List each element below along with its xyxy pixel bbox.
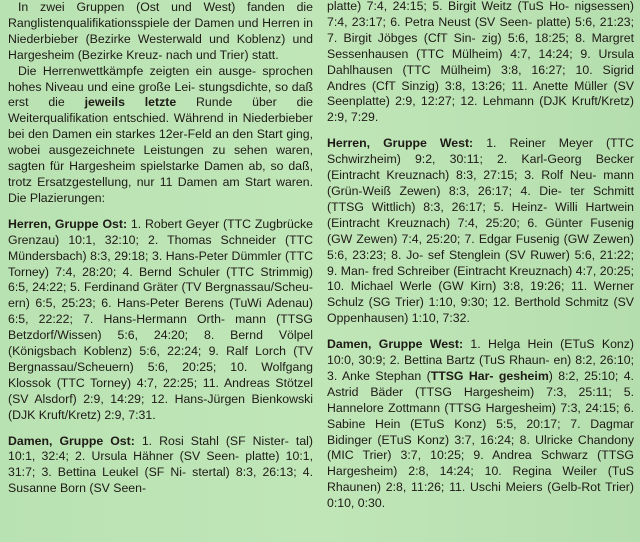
damen-ost-heading: Damen, Gruppe Ost: bbox=[8, 433, 135, 448]
damen-ost-continued: platte) 7:4, 24:15; 5. Birgit Weitz (TuS Ho- nigsessen) 7:4, 23:17; 6. Petra Neust (SV Seen- platte) 5:6, 21:23; 7. Birgit Jöbges (CfT Sin- zig) 5:6, 18:25; 8. Margret Sessenhausen (TTC Mülheim) 4:7, 14:24; 9. Ursula Dahlhausen (TTC Mülheim) 3:8, 16:27; 10. Sigrid Andres (CfT Sinzig) 3:8, 13:26; 11. Anette Müller (SV Seenplatte) 2:9, 12:27; 12. Lehmann (DJK Kruft/Kretz) 2:9, 7:29. bbox=[327, 0, 634, 125]
damen-west-heading: Damen, Gruppe West: bbox=[327, 337, 464, 352]
herren-ost-list: 1. Robert Geyer (TTC Zugbrücke Grenzau) 10:1, 32:10; 2. Thomas Schneider (TTC Mündersbach) 8:3, 29:18; 3. Hans-Peter Dümmler (TTC Torney) 7:4, 28:20; 4. Bernd Schuler (TTC Strimmig) 6:5, 24:22; 5. Ferdinand Gräter (TV Bergnassau/Scheu- ern) 6:5, 25:23; 6. Hans-Peter Berens (TuWi Adenau) 6:5, 22:22; 7. Hans-Hermann Orth- mann (TTSG Betzdorf/Wissen) 5:6, 24:20; 8. Bernd Völpel (Königsbach Koblenz) 5:6, 22:24; 9. Ralf Lorch (TV Bergnassau/Scheuern) 5:6, 20:25; 10. Wolfgang Klossok (TTC Torney) 4:7, 22:25; 11. Andreas Stötzel (SV Alsdorf) 2:9, 14:29; 12. Hans-Jürgen Bienkowski (DJK Kruft/Kretz) 2:9, 7:31. bbox=[8, 216, 313, 422]
report-text-end: Runde über die Weiterqualifikation entschied. Während in Niederbieber bei den Damen ein starkes 12er-Feld an den Start ging, wobei ausgezeichnete Leistungen zu sehen waren, sagten für Hargesheim spielstarke Damen ab, so daß, trotz Ersatzgestellung, nur 11 Damen am Start waren. Die Plazierungen: bbox=[8, 95, 313, 205]
herren-ost-heading: Herren, Gruppe Ost: bbox=[8, 216, 128, 231]
herren-west-heading: Herren, Gruppe West: bbox=[327, 136, 474, 151]
herren-west-list: 1. Reiner Meyer (TTC Schwirzheim) 9:2, 30:11; 2. Karl-Georg Becker (Eintracht Kreuznach) 8:3, 27:15; 3. Rolf Neu- mann (Grün-Weiß Zewen) 8:3, 26:17; 4. Die- ter Schmitt (TTSG Wittlich) 8:3, 26:17; 5. Heinz- Willi Hartwein (Eintracht Kreuznach) 7:4, 25:20; 6. Günter Fusenig (GW Zewen) 7:4, 25:20; 7. Edgar Fusenig (GW Zewen) 5:6, 23:23; 8. Jo- sef Stenglein (SV Ruwer) 5:6, 21:22; 9. Man- fred Schreiber (Eintracht Kreuznach) 4:7, 20:25; 10. Michael Werle (GW Kirn) 3:8, 19:26; 11. Werner Schulz (SG Trier) 1:10, 9:30; 12. Berthold Schmitz (SV Oppenhausen) 1:10, 7:32. bbox=[327, 136, 634, 326]
left-column bbox=[8, 0, 313, 542]
damen-west-bold-club: TTSG Har- gesheim bbox=[430, 368, 549, 383]
damen-ost-list: 1. Rosi Stahl (SF Nister- tal) 10:1, 32:4; 2. Ursula Hähner (SV Seen- platte) 10:1, 31:7; 3. Bettina Leukel (SF Ni- stertal) 8:3, 26:13; 4. Susanne Born (SV Seen- bbox=[8, 433, 313, 496]
herren-west-results bbox=[327, 136, 634, 327]
report-text-start: Die Herrenwettkämpfe zeigten ein ausge- sprochen hohes Niveau und eine große Lei- stungsdichte, so daß erst die bbox=[8, 63, 313, 110]
intro-paragraph: In zwei Gruppen (Ost und West) fanden die Ranglistenqualifikationsspiele der Damen und Herren in Niederbieber (Bezirke Westerwald und Koblenz) und Hargesheim (Bezirke Kreuz- nach und Trier) statt. bbox=[8, 0, 313, 62]
herren-ost-results bbox=[8, 217, 313, 424]
damen-west-results bbox=[327, 337, 634, 512]
damen-ost-results bbox=[8, 434, 313, 498]
damen-west-list-part2: ) 8:2, 25:10; 4. Astrid Bäder (TTSG Hargesheim) 7:3, 25:11; 5. Hannelore Zottmann (TTSG Hargesheim) 7:3, 24:15; 6. Sabine Hein (ETuS Konz) 5:5, 20:17; 7. Dagmar Bidinger (ETuS Konz) 3:7, 16:24; 8. Ulricke Chandony (MIC Trier) 3:7, 10:25; 9. Andrea Schwarz (TTSG Hargesheim) 2:8, 14:24; 10. Regina Weiler (TuS Rhaunen) 2:8, 11:26; 11. Uschi Meiers (Gelb-Rot Trier) 0:10, 0:30. bbox=[327, 368, 634, 511]
right-column bbox=[327, 0, 634, 542]
damen-west-list-part1: 1. Helga Hein (ETuS Konz) 10:0, 30:9; 2. Bettina Bartz (TuS Rhaun- en) 8:2, 26:10; 3. Anke Stephan ( bbox=[327, 337, 634, 383]
report-paragraph bbox=[8, 64, 313, 207]
report-text-bold: jeweils letzte bbox=[84, 95, 177, 110]
